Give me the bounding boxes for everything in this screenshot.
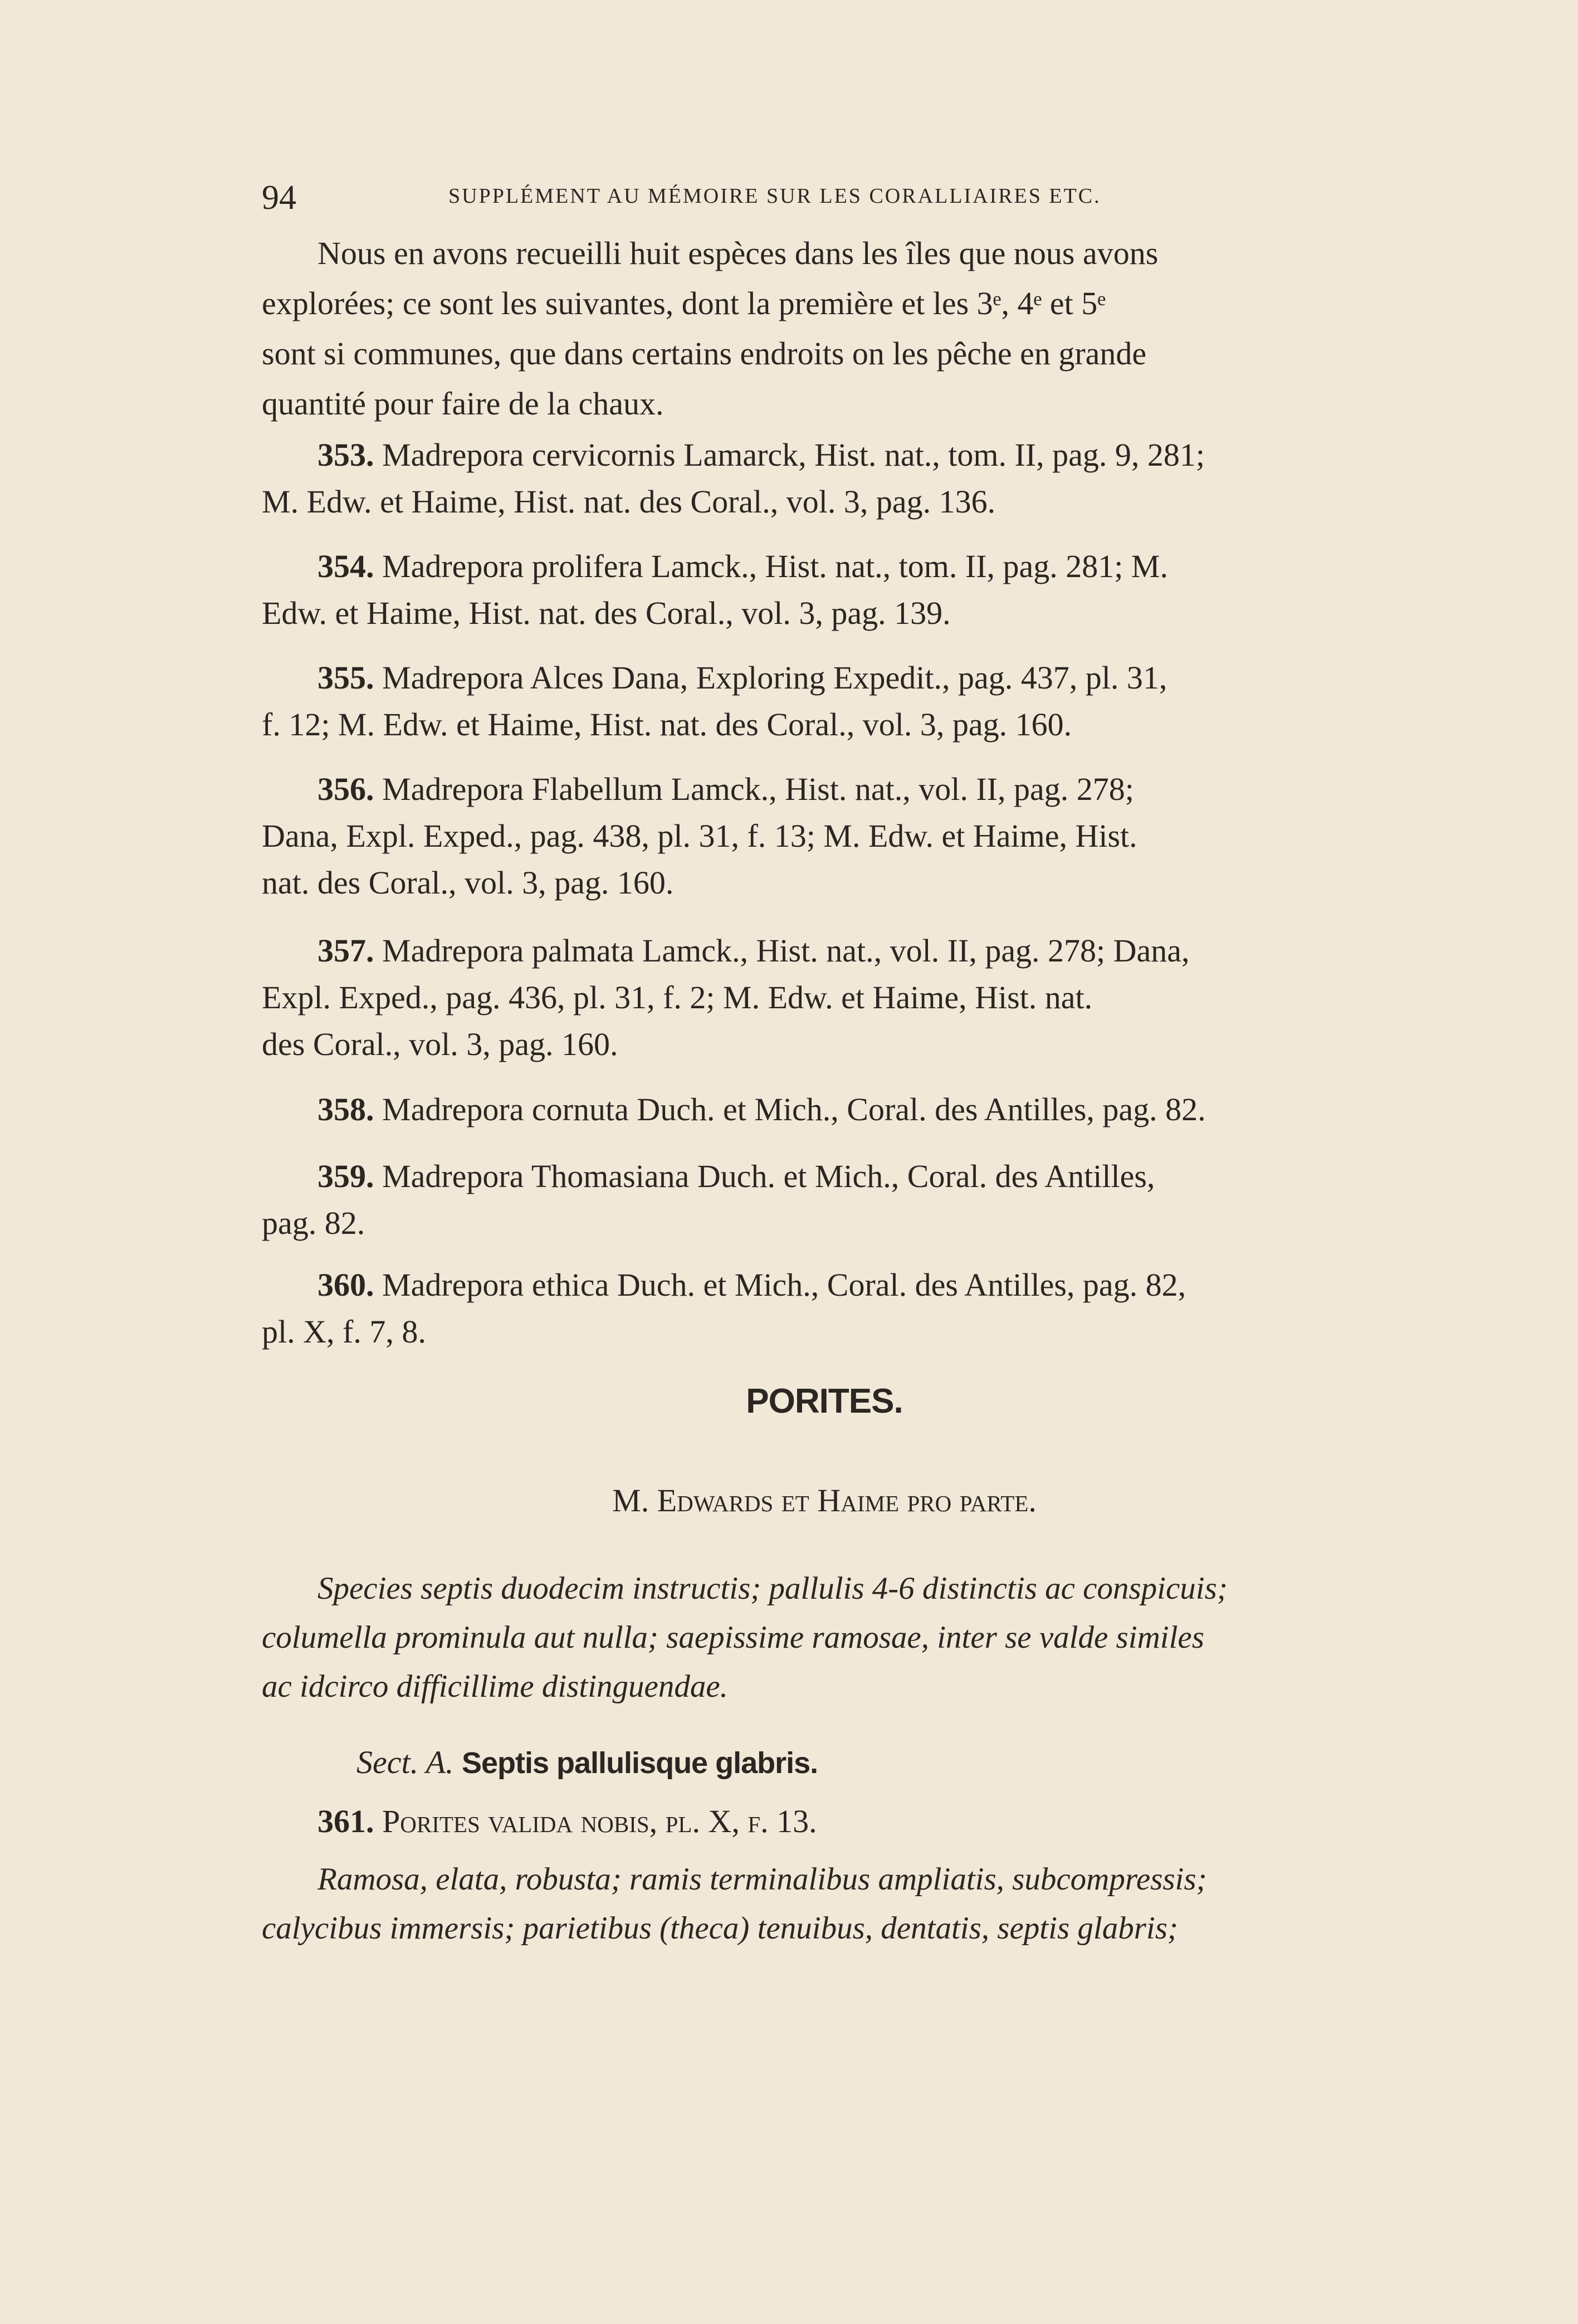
entry-line: pl. X, f. 7, 8. — [262, 1314, 426, 1350]
entry-line: Madrepora ethica Duch. et Mich., Coral. des Antilles, pag. 82, — [382, 1267, 1186, 1303]
entry-number: 355. — [317, 660, 374, 696]
entry-354 — [262, 543, 1387, 637]
description-line: Ramosa, elata, robusta; ramis terminalibus ampliatis, subcompressis; — [317, 1862, 1207, 1897]
diagnosis-line: columella prominula aut nulla; saepissime ramosae, inter se valde similes — [262, 1620, 1204, 1655]
entry-line: f. 12; M. Edw. et Haime, Hist. nat. des Coral., vol. 3, pag. 160. — [262, 706, 1072, 743]
entry-line: Madrepora Thomasiana Duch. et Mich., Coral. des Antilles, — [382, 1158, 1155, 1194]
running-head — [262, 178, 1393, 217]
entry-number: 360. — [317, 1267, 374, 1303]
section-diagnosis — [262, 1564, 1387, 1711]
entry-line: Dana, Expl. Exped., pag. 438, pl. 31, f. 13; M. Edw. et Haime, Hist. — [262, 818, 1137, 854]
entry-number: 357. — [317, 932, 374, 969]
running-title: SUPPLÉMENT AU MÉMOIRE SUR LES CORALLIAIRES ETC. — [448, 184, 1101, 208]
entry-line: M. Edw. et Haime, Hist. nat. des Coral., vol. 3, pag. 136. — [262, 484, 996, 520]
entry-355 — [262, 655, 1387, 748]
entry-360 — [262, 1262, 1387, 1355]
entry-357 — [262, 927, 1387, 1068]
entry-number: 358. — [317, 1091, 374, 1127]
entry-number: 353. — [317, 437, 374, 473]
entry-number: 354. — [317, 548, 374, 584]
entry-356 — [262, 766, 1387, 906]
entry-line: Madrepora Alces Dana, Exploring Expedit., pag. 437, pl. 31, — [382, 660, 1167, 696]
subsection-heading — [356, 1744, 818, 1781]
entry-line: Madrepora prolifera Lamck., Hist. nat., tom. II, pag. 281; M. — [382, 548, 1168, 584]
species-number: 361. — [317, 1803, 374, 1839]
entry-353 — [262, 432, 1387, 525]
subsection-title: Septis pallulisque glabris. — [461, 1746, 818, 1780]
intro-line: explorées; ce sont les suivantes, dont la première et les 3ᵉ, 4ᵉ et 5ᵉ — [262, 285, 1106, 321]
entry-line: pag. 82. — [262, 1205, 365, 1241]
species-name: Porites valida nobis, pl. X, f. 13. — [382, 1803, 817, 1839]
diagnosis-line: Species septis duodecim instructis; pallulis 4-6 distinctis ac conspicuis; — [317, 1571, 1228, 1606]
section-title: PORITES. — [746, 1382, 903, 1420]
diagnosis-line: ac idcirco difficillime distinguendae. — [262, 1669, 728, 1704]
entry-number: 356. — [317, 771, 374, 807]
entry-number: 359. — [317, 1158, 374, 1194]
entry-line: Madrepora palmata Lamck., Hist. nat., vol. II, pag. 278; Dana, — [382, 932, 1190, 969]
entry-line: Expl. Exped., pag. 436, pl. 31, f. 2; M. Edw. et Haime, Hist. nat. — [262, 979, 1093, 1015]
entry-line: Edw. et Haime, Hist. nat. des Coral., vol. 3, pag. 139. — [262, 595, 951, 631]
entry-line: des Coral., vol. 3, pag. 160. — [262, 1026, 618, 1062]
intro-line: quantité pour faire de la chaux. — [262, 385, 664, 422]
entry-359 — [262, 1153, 1387, 1247]
entry-line: nat. des Coral., vol. 3, pag. 160. — [262, 865, 674, 901]
entry-line: Madrepora cervicornis Lamarck, Hist. nat., tom. II, pag. 9, 281; — [382, 437, 1205, 473]
section-authority: M. Edwards et Haime pro parte. — [612, 1482, 1037, 1519]
description-line: calycibus immersis; parietibus (theca) tenuibus, dentatis, septis glabris; — [262, 1911, 1178, 1946]
intro-paragraph — [262, 228, 1387, 429]
species-heading — [317, 1803, 817, 1840]
entry-line: Madrepora Flabellum Lamck., Hist. nat., vol. II, pag. 278; — [382, 771, 1134, 807]
subsection-prefix: Sect. A. — [356, 1744, 454, 1780]
intro-line: Nous en avons recueilli huit espèces dans les îles que nous avons — [317, 235, 1159, 271]
entry-line: Madrepora cornuta Duch. et Mich., Coral. des Antilles, pag. 82. — [382, 1091, 1206, 1127]
entry-358 — [262, 1086, 1387, 1133]
intro-line: sont si communes, que dans certains endroits on les pêche en grande — [262, 335, 1147, 372]
page-number: 94 — [262, 179, 296, 217]
species-description — [262, 1855, 1387, 1953]
